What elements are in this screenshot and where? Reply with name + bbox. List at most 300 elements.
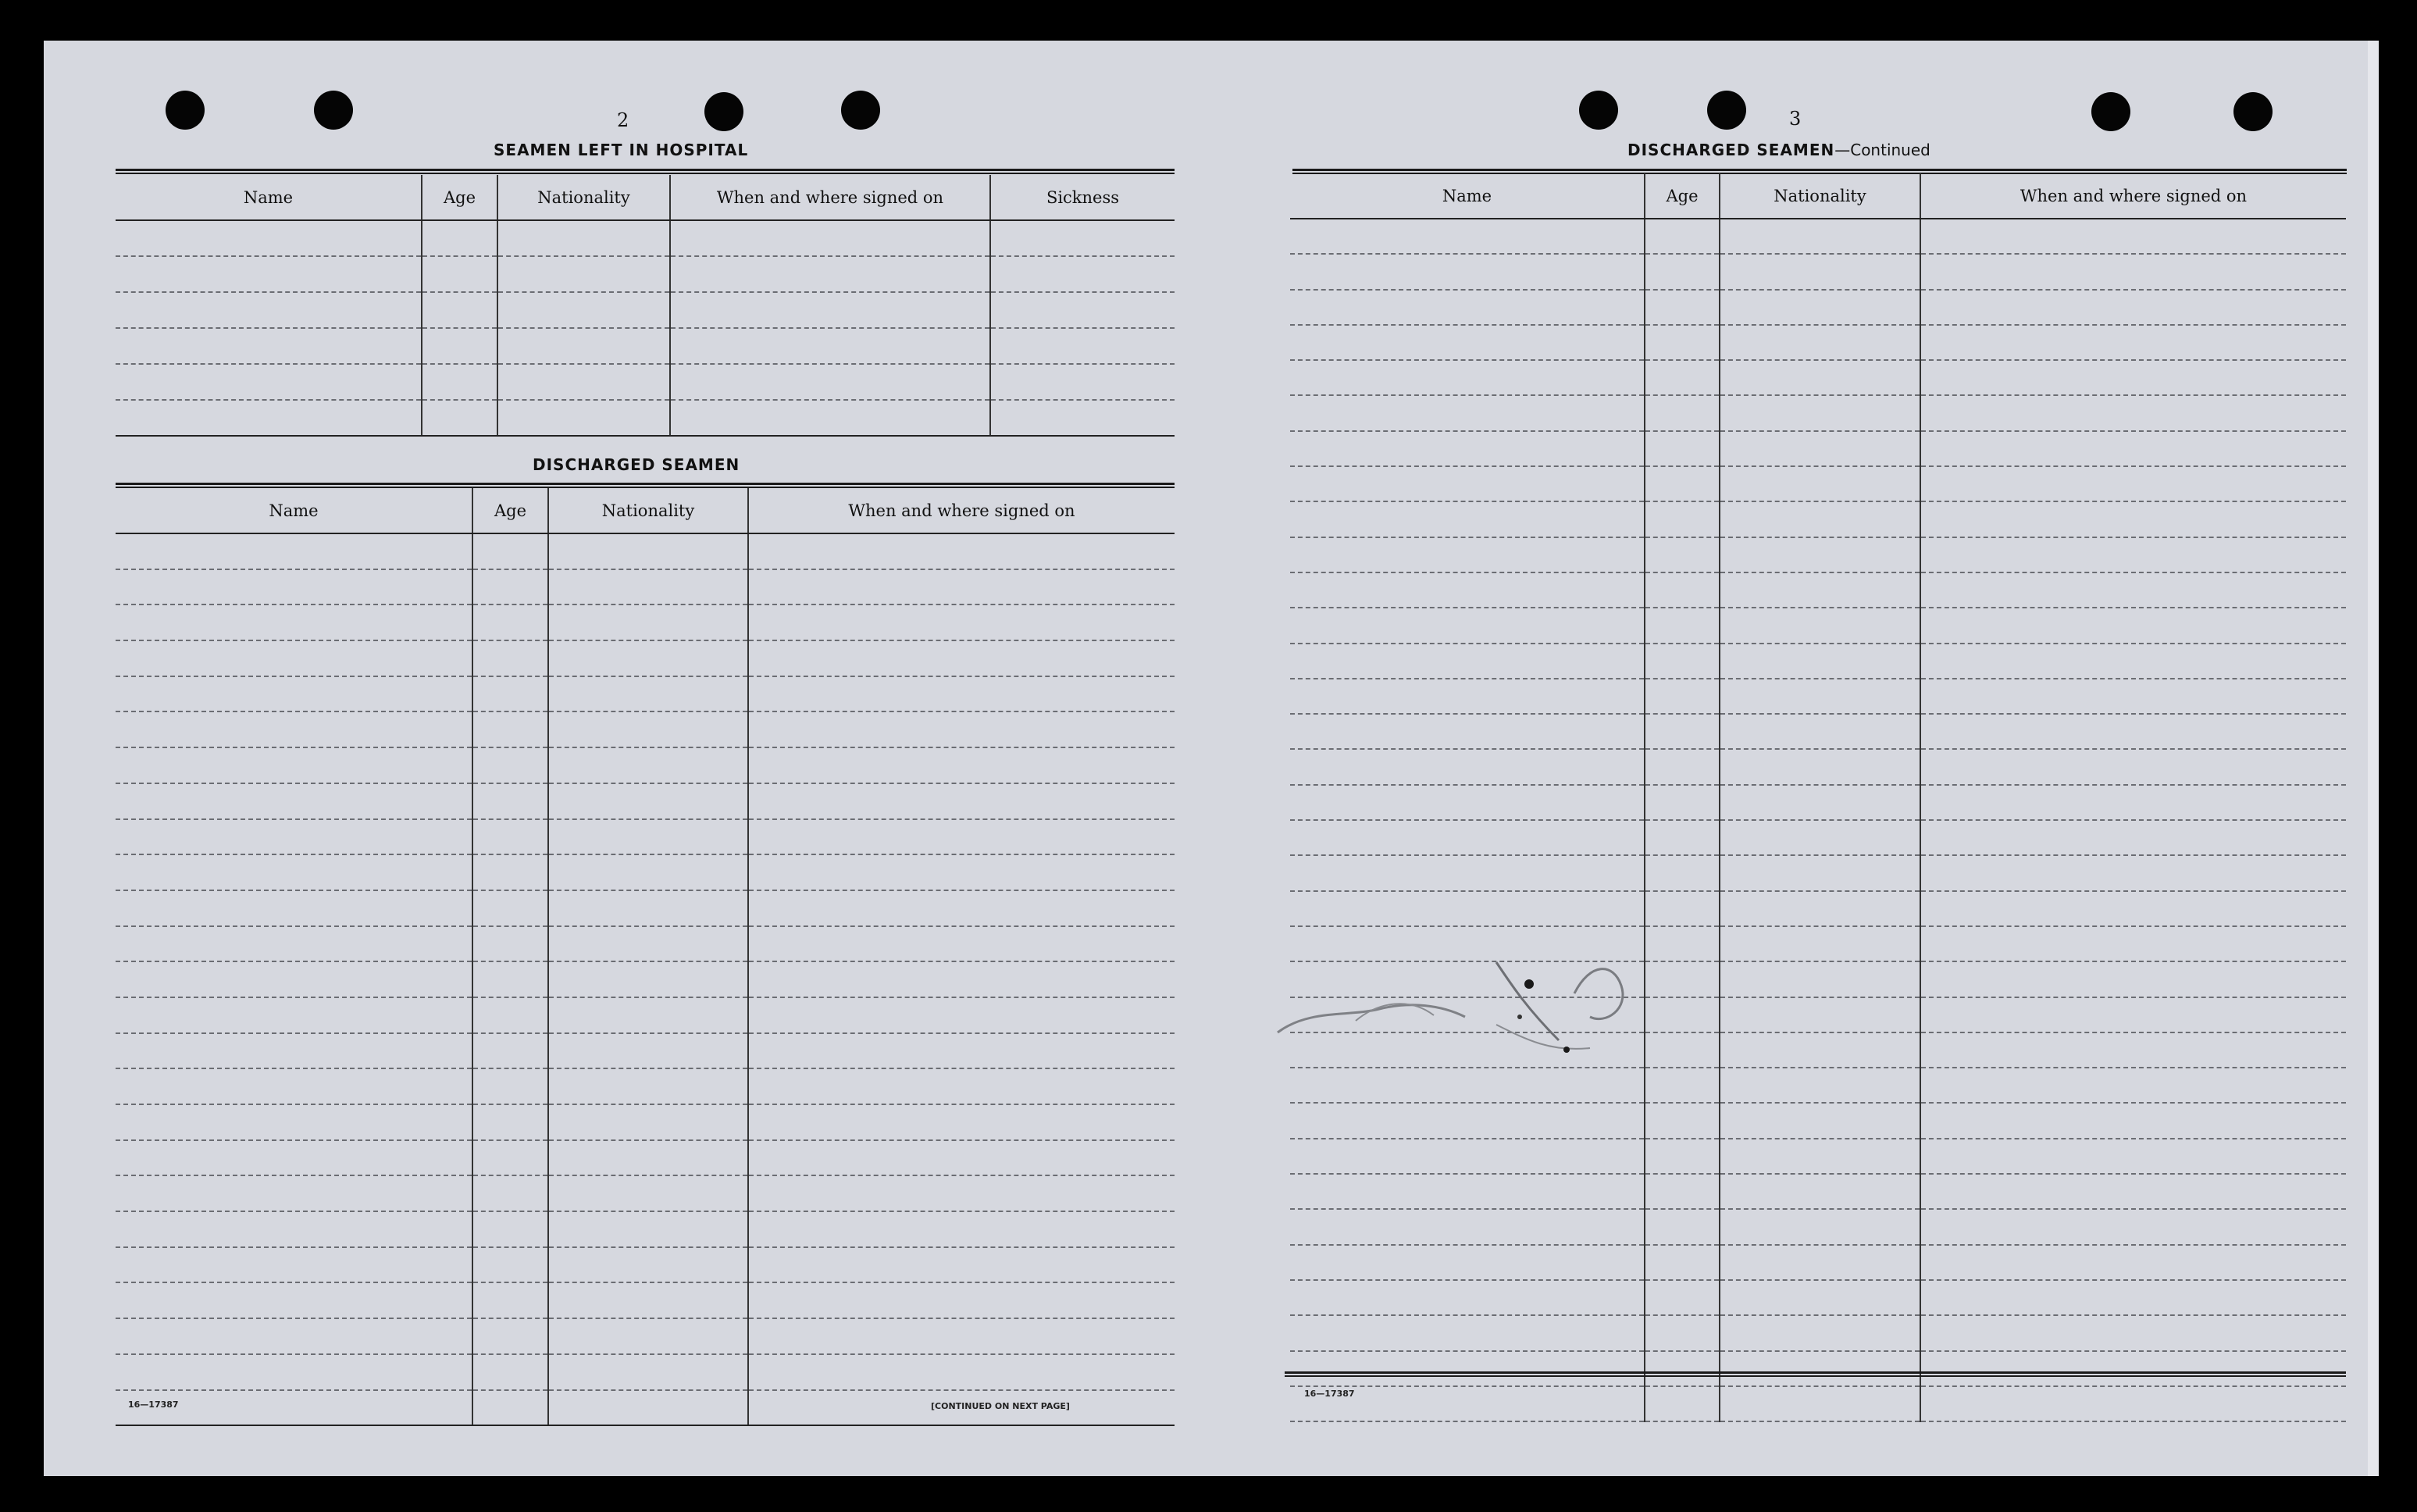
table-cell bbox=[1920, 1351, 2346, 1386]
table-cell bbox=[548, 1175, 748, 1211]
discharged-title-rule bbox=[116, 483, 1175, 488]
table-cell bbox=[472, 676, 548, 712]
table-cell bbox=[748, 926, 1175, 962]
table-row bbox=[1290, 572, 2346, 608]
continued-note: [CONTINUED ON NEXT PAGE] bbox=[931, 1401, 1070, 1411]
table-cell bbox=[748, 640, 1175, 676]
table-cell bbox=[1920, 1068, 2346, 1103]
table-cell bbox=[1290, 714, 1645, 749]
table-cell bbox=[116, 1033, 472, 1069]
table-cell bbox=[748, 890, 1175, 926]
table-row bbox=[116, 1068, 1175, 1104]
table-cell bbox=[1645, 325, 1720, 360]
table-cell bbox=[1645, 431, 1720, 466]
table-cell bbox=[472, 1247, 548, 1283]
table-row bbox=[116, 1175, 1175, 1211]
table-cell bbox=[1290, 290, 1645, 325]
table-cell bbox=[1920, 360, 2346, 395]
table-row bbox=[1290, 431, 2346, 466]
table-cell bbox=[548, 1140, 748, 1176]
table-cell bbox=[1645, 466, 1720, 501]
table-row bbox=[116, 997, 1175, 1033]
hospital-title-rule bbox=[116, 169, 1175, 174]
table-cell bbox=[472, 1354, 548, 1390]
punch-hole bbox=[1579, 91, 1618, 130]
table-cell bbox=[1720, 785, 1920, 820]
table-cell bbox=[548, 533, 748, 569]
table-cell bbox=[1920, 855, 2346, 890]
punch-hole bbox=[166, 91, 205, 130]
column-header-nationality: Nationality bbox=[1720, 173, 1920, 219]
table-cell bbox=[1290, 466, 1645, 501]
table-cell bbox=[116, 819, 472, 855]
column-header-signed-on: When and where signed on bbox=[1920, 173, 2346, 219]
table-row bbox=[1290, 466, 2346, 501]
table-cell bbox=[1645, 785, 1720, 820]
table-cell bbox=[116, 961, 472, 997]
table-row bbox=[116, 1318, 1175, 1354]
table-cell bbox=[1720, 1386, 1920, 1421]
form-number-left: 16—17387 bbox=[128, 1400, 179, 1410]
table-cell bbox=[1645, 820, 1720, 855]
table-cell bbox=[1920, 891, 2346, 926]
table-cell bbox=[116, 220, 422, 256]
discharged-continued-title bbox=[1627, 141, 1930, 159]
table-cell bbox=[1290, 537, 1645, 572]
table-cell bbox=[472, 926, 548, 962]
table-row bbox=[116, 926, 1175, 962]
table-cell bbox=[1920, 466, 2346, 501]
table-cell bbox=[548, 1282, 748, 1318]
table-cell bbox=[472, 961, 548, 997]
table-row bbox=[116, 854, 1175, 890]
table-cell bbox=[548, 711, 748, 747]
table-cell bbox=[472, 1390, 548, 1426]
table-row bbox=[1290, 1068, 2346, 1103]
table-cell bbox=[1920, 395, 2346, 430]
table-row bbox=[116, 711, 1175, 747]
table-cell bbox=[990, 400, 1175, 436]
table-cell bbox=[1920, 537, 2346, 572]
table-cell bbox=[748, 1033, 1175, 1069]
table-cell bbox=[1720, 997, 1920, 1032]
table-cell bbox=[1720, 1209, 1920, 1244]
table-cell bbox=[990, 292, 1175, 328]
table-cell bbox=[1720, 466, 1920, 501]
table-cell bbox=[1920, 679, 2346, 714]
table-cell bbox=[1645, 644, 1720, 679]
table-cell bbox=[748, 1211, 1175, 1247]
table-cell bbox=[1645, 1280, 1720, 1315]
table-cell bbox=[472, 1175, 548, 1211]
table-cell bbox=[116, 1247, 472, 1283]
table-row bbox=[1290, 1315, 2346, 1350]
table-cell bbox=[1645, 254, 1720, 289]
table-cell bbox=[497, 256, 670, 292]
table-cell bbox=[548, 1318, 748, 1354]
table-cell bbox=[1720, 644, 1920, 679]
table-cell bbox=[548, 890, 748, 926]
table-cell bbox=[748, 533, 1175, 569]
table-cell bbox=[548, 1068, 748, 1104]
table-cell bbox=[1645, 1315, 1720, 1350]
table-row bbox=[116, 533, 1175, 569]
table-cell bbox=[748, 1247, 1175, 1283]
table-cell bbox=[116, 926, 472, 962]
table-cell bbox=[116, 364, 422, 400]
table-cell bbox=[990, 328, 1175, 364]
table-cell bbox=[990, 220, 1175, 256]
table-cell bbox=[1645, 1068, 1720, 1103]
table-row bbox=[1290, 254, 2346, 289]
table-cell bbox=[1290, 1068, 1645, 1103]
table-cell bbox=[1290, 1103, 1645, 1138]
table-row bbox=[116, 400, 1175, 436]
column-header-name: Name bbox=[116, 175, 422, 220]
table-row bbox=[1290, 537, 2346, 572]
table-row bbox=[1290, 290, 2346, 325]
table-cell bbox=[748, 747, 1175, 783]
table-cell bbox=[548, 961, 748, 997]
table-cell bbox=[1290, 749, 1645, 784]
table-row bbox=[1290, 219, 2346, 254]
table-cell bbox=[548, 1211, 748, 1247]
table-row bbox=[116, 1140, 1175, 1176]
column-header-age: Age bbox=[1645, 173, 1720, 219]
table-cell bbox=[1645, 1103, 1720, 1138]
table-cell bbox=[116, 400, 422, 436]
table-cell bbox=[748, 1068, 1175, 1104]
table-cell bbox=[1645, 1386, 1720, 1421]
table-row bbox=[116, 364, 1175, 400]
table-cell bbox=[1290, 1174, 1645, 1209]
page-number-left: 2 bbox=[617, 109, 629, 131]
table-cell bbox=[1645, 1245, 1720, 1280]
table-cell bbox=[748, 1104, 1175, 1140]
table-row bbox=[116, 292, 1175, 328]
column-header-sickness: Sickness bbox=[990, 175, 1175, 220]
table-cell bbox=[422, 220, 497, 256]
page-number-right: 3 bbox=[1789, 108, 1802, 130]
table-cell bbox=[497, 400, 670, 436]
table-cell bbox=[1720, 1103, 1920, 1138]
table-cell bbox=[548, 997, 748, 1033]
table-cell bbox=[472, 854, 548, 890]
table-row bbox=[116, 256, 1175, 292]
table-cell bbox=[748, 1175, 1175, 1211]
table-row bbox=[1290, 1139, 2346, 1174]
table-cell bbox=[1290, 431, 1645, 466]
table-cell bbox=[748, 819, 1175, 855]
table-cell bbox=[748, 1140, 1175, 1176]
table-cell bbox=[1920, 572, 2346, 608]
table-cell bbox=[1720, 431, 1920, 466]
table-cell bbox=[548, 783, 748, 819]
table-cell bbox=[1720, 961, 1920, 997]
table-cell bbox=[1290, 395, 1645, 430]
table-row bbox=[116, 604, 1175, 640]
table-row bbox=[1290, 749, 2346, 784]
table-cell bbox=[1920, 1386, 2346, 1421]
table-cell bbox=[1720, 1245, 1920, 1280]
table-row bbox=[116, 328, 1175, 364]
table-cell bbox=[1290, 1209, 1645, 1244]
table-cell bbox=[422, 364, 497, 400]
table-row bbox=[116, 676, 1175, 712]
table-row bbox=[116, 1354, 1175, 1390]
table-row bbox=[116, 220, 1175, 256]
table-cell bbox=[1290, 1351, 1645, 1386]
table-cell bbox=[1920, 1315, 2346, 1350]
table-cell bbox=[1645, 1174, 1720, 1209]
table-cell bbox=[116, 783, 472, 819]
table-cell bbox=[1920, 501, 2346, 537]
column-header-name: Name bbox=[1290, 173, 1645, 219]
table-cell bbox=[472, 747, 548, 783]
discharged-continued-title-text: DISCHARGED SEAMEN bbox=[1627, 141, 1835, 159]
table-cell bbox=[116, 533, 472, 569]
table-cell bbox=[1920, 785, 2346, 820]
table-row bbox=[1290, 644, 2346, 679]
table-cell bbox=[1920, 1280, 2346, 1315]
table-cell bbox=[1720, 1280, 1920, 1315]
table-cell bbox=[116, 569, 472, 605]
table-cell bbox=[1920, 820, 2346, 855]
table-cell bbox=[548, 926, 748, 962]
table-row bbox=[116, 1211, 1175, 1247]
table-cell bbox=[1720, 1315, 1920, 1350]
table-cell bbox=[670, 256, 990, 292]
table-row bbox=[1290, 1386, 2346, 1421]
table-cell bbox=[1920, 961, 2346, 997]
table-row bbox=[116, 1282, 1175, 1318]
column-header-nationality: Nationality bbox=[548, 488, 748, 533]
table-cell bbox=[1645, 1139, 1720, 1174]
table-cell bbox=[748, 711, 1175, 747]
table-cell bbox=[548, 819, 748, 855]
table-cell bbox=[1720, 1174, 1920, 1209]
table-cell bbox=[990, 364, 1175, 400]
table-cell bbox=[1720, 891, 1920, 926]
table-cell bbox=[1720, 501, 1920, 537]
table-cell bbox=[1920, 1245, 2346, 1280]
table-cell bbox=[1720, 1351, 1920, 1386]
table-cell bbox=[1920, 290, 2346, 325]
table-cell bbox=[1290, 219, 1645, 254]
table-cell bbox=[1290, 501, 1645, 537]
punch-hole bbox=[1707, 91, 1746, 130]
document-sheet bbox=[44, 41, 2379, 1476]
discharged-table-right bbox=[1290, 173, 2346, 1422]
column-header-signed-on: When and where signed on bbox=[670, 175, 990, 220]
table-cell bbox=[1720, 572, 1920, 608]
table-cell bbox=[1920, 997, 2346, 1032]
column-header-name: Name bbox=[116, 488, 472, 533]
table-row bbox=[116, 1104, 1175, 1140]
table-cell bbox=[1645, 1351, 1720, 1386]
table-cell bbox=[1290, 679, 1645, 714]
table-cell bbox=[497, 292, 670, 328]
table-cell bbox=[1645, 537, 1720, 572]
table-cell bbox=[1720, 714, 1920, 749]
table-cell bbox=[1290, 1315, 1645, 1350]
discharged-section-title: DISCHARGED SEAMEN bbox=[533, 455, 740, 474]
table-cell bbox=[1920, 714, 2346, 749]
table-cell bbox=[548, 604, 748, 640]
table-cell bbox=[1290, 608, 1645, 643]
table-cell bbox=[548, 854, 748, 890]
table-cell bbox=[1720, 395, 1920, 430]
table-cell bbox=[116, 256, 422, 292]
table-row bbox=[1290, 785, 2346, 820]
continued-suffix: —Continued bbox=[1834, 141, 1930, 159]
table-cell bbox=[670, 220, 990, 256]
table-row bbox=[1290, 820, 2346, 855]
table-cell bbox=[1720, 537, 1920, 572]
table-cell bbox=[548, 1104, 748, 1140]
table-cell bbox=[548, 1033, 748, 1069]
table-cell bbox=[1720, 1032, 1920, 1068]
table-cell bbox=[497, 364, 670, 400]
table-cell bbox=[548, 747, 748, 783]
table-cell bbox=[1645, 714, 1720, 749]
table-cell bbox=[472, 640, 548, 676]
table-cell bbox=[1290, 325, 1645, 360]
table-row bbox=[116, 747, 1175, 783]
table-row bbox=[116, 569, 1175, 605]
column-header-age: Age bbox=[422, 175, 497, 220]
table-cell bbox=[422, 328, 497, 364]
table-cell bbox=[748, 854, 1175, 890]
table-cell bbox=[116, 1354, 472, 1390]
table-cell bbox=[1720, 855, 1920, 890]
table-cell bbox=[1920, 608, 2346, 643]
table-cell bbox=[1920, 1032, 2346, 1068]
hospital-section-title: SEAMEN LEFT IN HOSPITAL bbox=[494, 141, 749, 159]
table-cell bbox=[1290, 820, 1645, 855]
table-cell bbox=[472, 711, 548, 747]
table-cell bbox=[116, 1104, 472, 1140]
table-cell bbox=[1920, 644, 2346, 679]
table-cell bbox=[1920, 926, 2346, 961]
table-row bbox=[1290, 360, 2346, 395]
table-cell bbox=[548, 1390, 748, 1426]
table-cell bbox=[472, 604, 548, 640]
table-row bbox=[1290, 1209, 2346, 1244]
table-cell bbox=[472, 569, 548, 605]
table-cell bbox=[472, 997, 548, 1033]
table-cell bbox=[1290, 1280, 1645, 1315]
table-cell bbox=[748, 997, 1175, 1033]
table-row bbox=[1290, 1280, 2346, 1315]
right-bottom-rule bbox=[1285, 1371, 2346, 1377]
table-cell bbox=[116, 640, 472, 676]
table-row bbox=[116, 1033, 1175, 1069]
table-cell bbox=[116, 997, 472, 1033]
table-cell bbox=[1645, 360, 1720, 395]
table-cell bbox=[1720, 749, 1920, 784]
table-cell bbox=[548, 676, 748, 712]
table-cell bbox=[1290, 644, 1645, 679]
table-cell bbox=[1290, 855, 1645, 890]
table-cell bbox=[422, 256, 497, 292]
punch-hole bbox=[2091, 92, 2130, 131]
table-cell bbox=[748, 961, 1175, 997]
table-cell bbox=[116, 1318, 472, 1354]
table-cell bbox=[472, 1068, 548, 1104]
table-cell bbox=[1290, 572, 1645, 608]
table-row bbox=[1290, 1245, 2346, 1280]
table-cell bbox=[472, 1318, 548, 1354]
table-cell bbox=[1720, 360, 1920, 395]
table-cell bbox=[116, 1211, 472, 1247]
punch-hole bbox=[841, 91, 880, 130]
table-cell bbox=[116, 676, 472, 712]
table-cell bbox=[1645, 290, 1720, 325]
table-row bbox=[116, 890, 1175, 926]
table-cell bbox=[116, 890, 472, 926]
table-cell bbox=[1645, 679, 1720, 714]
table-row bbox=[116, 1247, 1175, 1283]
table-cell bbox=[748, 676, 1175, 712]
table-cell bbox=[116, 604, 472, 640]
column-header-nationality: Nationality bbox=[497, 175, 670, 220]
table-cell bbox=[472, 1282, 548, 1318]
table-row bbox=[116, 783, 1175, 819]
table-row bbox=[1290, 608, 2346, 643]
punch-hole bbox=[704, 92, 743, 131]
table-cell bbox=[472, 819, 548, 855]
table-cell bbox=[1720, 290, 1920, 325]
table-cell bbox=[1645, 749, 1720, 784]
table-cell bbox=[1920, 749, 2346, 784]
table-cell bbox=[1920, 254, 2346, 289]
table-cell bbox=[1290, 254, 1645, 289]
table-row bbox=[1290, 395, 2346, 430]
table-cell bbox=[1645, 608, 1720, 643]
table-cell bbox=[1920, 219, 2346, 254]
table-cell bbox=[670, 328, 990, 364]
table-cell bbox=[1290, 785, 1645, 820]
table-cell bbox=[472, 783, 548, 819]
table-cell bbox=[748, 783, 1175, 819]
table-cell bbox=[1720, 1068, 1920, 1103]
table-cell bbox=[548, 569, 748, 605]
table-cell bbox=[1645, 501, 1720, 537]
table-cell bbox=[497, 328, 670, 364]
table-row bbox=[1290, 1103, 2346, 1138]
table-cell bbox=[422, 400, 497, 436]
table-cell bbox=[1290, 1139, 1645, 1174]
table-row bbox=[1290, 679, 2346, 714]
table-row bbox=[116, 819, 1175, 855]
punch-hole bbox=[2233, 92, 2273, 131]
table-cell bbox=[1645, 1209, 1720, 1244]
table-cell bbox=[748, 1354, 1175, 1390]
table-row bbox=[1290, 325, 2346, 360]
table-cell bbox=[748, 604, 1175, 640]
table-cell bbox=[748, 1282, 1175, 1318]
table-cell bbox=[116, 1140, 472, 1176]
table-cell bbox=[748, 569, 1175, 605]
table-cell bbox=[670, 364, 990, 400]
table-cell bbox=[1920, 1209, 2346, 1244]
table-cell bbox=[116, 1175, 472, 1211]
table-cell bbox=[1920, 325, 2346, 360]
table-cell bbox=[1645, 395, 1720, 430]
table-cell bbox=[1920, 1139, 2346, 1174]
table-cell bbox=[548, 640, 748, 676]
